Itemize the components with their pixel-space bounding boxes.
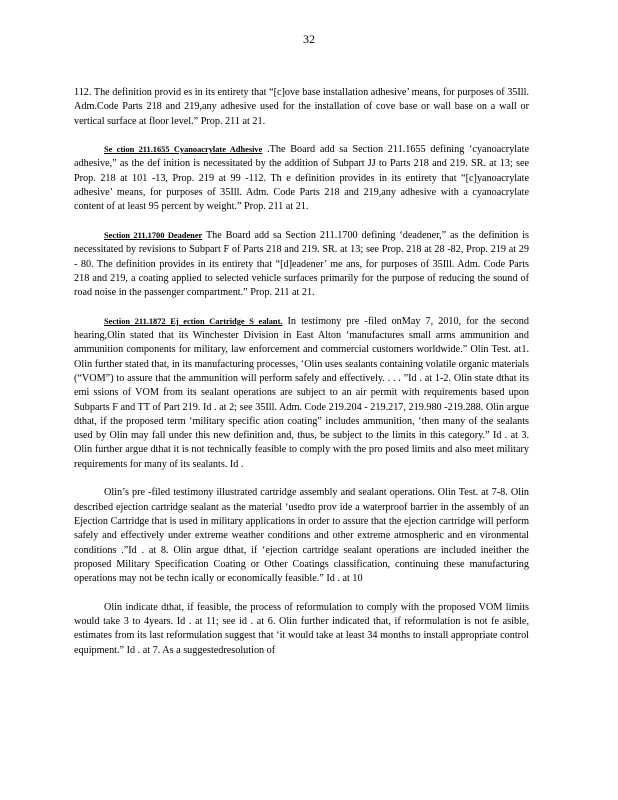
- section-heading: Section 211.1700 Deadener: [104, 230, 203, 240]
- paragraph-text: Olin indicate dthat, if feasible, the process of reformulation to comply with the proposed VOM limits would take 3 to 4years. Id . at 11; see id . at 6. Olin further indicated that, if reformulation is not fe asible, estimates from its last reformulation suggest that ‘it would take at least 34 months to install appropriate control equipment.” Id . at 7. As a suggestedresolution of: [74, 601, 529, 656]
- paragraph-text: In testimony pre -filed onMay 7, 2010, for the second hearing,Olin stated that its Winchester Division in East Alton ‘manufactures small arms ammunition and ammunition components for military, law enforcement and commercial customers worldwide.” Olin Test. at1. Olin further stated that, in its manufacturing processes, ‘Olin uses sealants containing volatile organic materials (“VOM”) to assure that the ammunition will perform safely and effectively. . . . ”Id . at 1-2. Olin state dthat its emi ssions of VOM from its sealant operations are subject to an air permit with requirements based upon Subparts F and TT of Part 219. Id . at 2; see 35Ill. Adm. Code 219.204 - 219.217, 219.980 -219.288. Olin argue dthat, if the proposed term ‘military specific ation coating” includes ammunition, ‘then many of the sealants used by Olin may fall under this new definition and, thus, be subject to the limits in this category.” Id . at 3. Olin further argue dthat it is not technically feasible to comply with the pro posed limits and also meet military requirements for many of its sealants. Id .: [74, 315, 529, 470]
- paragraph-olin-reformulation: [74, 601, 529, 658]
- paragraph-section-211-1655: [74, 143, 529, 214]
- paragraph-text: Olin’s pre -filed testimony illustrated cartridge assembly and sealant operations. Olin Test. at 7-8. Olin described ejection cartridge sealant as the material ‘usedto prov ide a waterproof barrier in the assembly of an Ejection Cartridge that is used in military applications in order to assure that the ejection cartridge will perform safely and effectively under extreme weather conditions and other extreme atmospheric and en vironmental conditions .”Id . at 8. Olin argue dthat, if ‘ejection cartridge sealant operations are included ineither the proposed Military Specification Coating or Other Coatings classification, continuing these manufacturing operations may not be techn ically or economically feasible.” Id . at 10: [74, 487, 529, 585]
- section-heading: Se ction 211.1655 Cyanoacrylate Adhesive: [104, 145, 263, 155]
- paragraph-section-211-1700: [74, 229, 529, 300]
- paragraph-text: 112. The definition provid es in its entirety that “[c]ove base installation adhesive’ means, for purposes of 35Ill. Adm.Code Parts 218 and 219,any adhesive used for the installation of cove base or wall base on a wall or vertical surface at floor level.” Prop. 211 at 21.: [74, 87, 529, 127]
- page-number: 32: [303, 32, 315, 46]
- section-heading: Section 211.1872 Ej ection Cartridge S ealant.: [104, 316, 283, 326]
- paragraph-cove-base-definition: [74, 86, 529, 129]
- body-text: [74, 86, 529, 672]
- paragraph-text: The Board add sa Section 211.1700 defining ‘deadener,” as the definition is necessitated by revisions to Subpart F of Parts 218 and 219. SR. at 13; see Prop. 218 at 28 -82, Prop. 219 at 29 - 80. The definition provides in its entirety that “[d]eadener’ me ans, for purposes of 35Ill. Adm. Code Parts 218 and 219, a coating applied to selected vehicle surfaces primarily for the purpose of reducing the sound of road noise in the passenger compartment.” Prop. 211 at 21.: [74, 229, 529, 299]
- paragraph-text: .The Board add sa Section 211.1655 defining ‘cyanoacrylate adhesive,” as the def inition is necessitated by the addition of Subpart JJ to Parts 218 and 219. SR. at 13; see Prop. 218 at 101 -13, Prop. 219 at 99 -112. Th e definition provides in its entirety that “[c]yanoacrylate adhesive’ means, for purposes of 35Ill. Adm. Code Parts 218 and 219,any adhesive with a cyanoacrylate content of at least 95 percent by weight.” Prop. 211 at 21.: [74, 144, 529, 213]
- paragraph-olin-testimony: [74, 486, 529, 586]
- paragraph-section-211-1872: [74, 315, 529, 472]
